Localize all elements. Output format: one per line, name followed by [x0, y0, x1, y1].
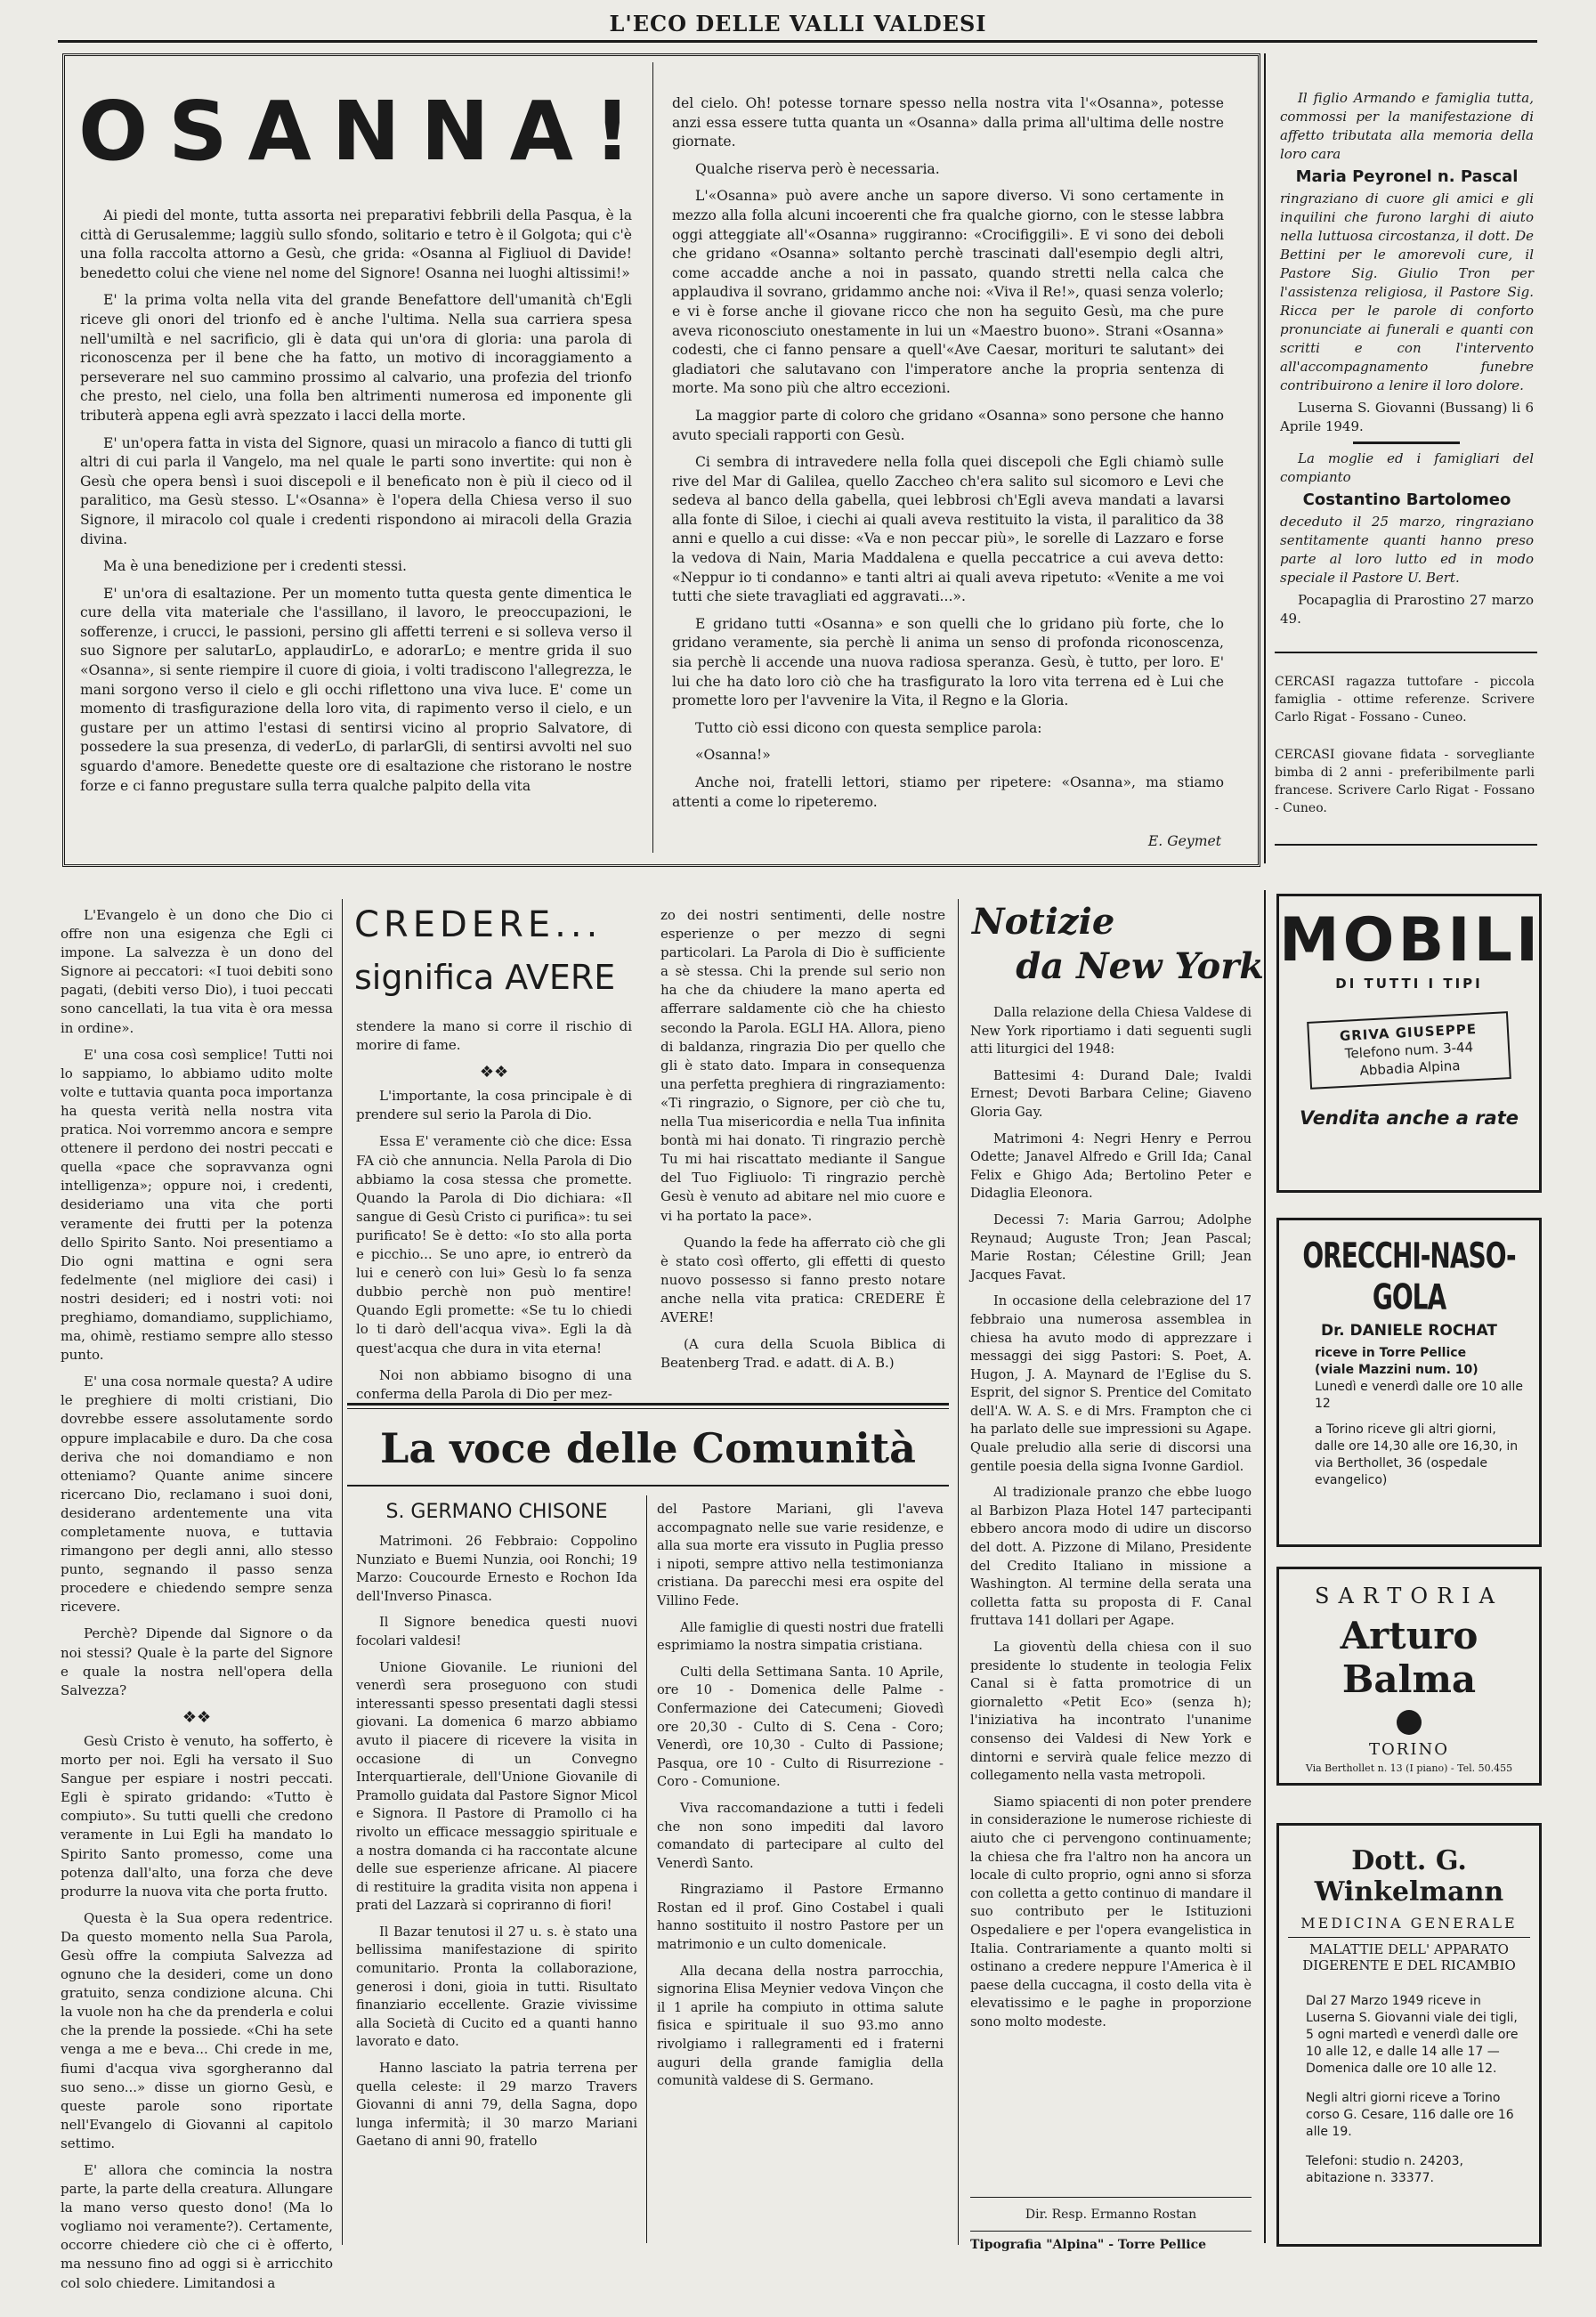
section-rule [347, 1403, 949, 1406]
sartoria-title: SARTORIA [1315, 1584, 1503, 1608]
paragraph: Ci sembra di intravedere nella folla quei discepoli che Egli chiamò sulle rive del Mar di Galilea, quello Zaccheo ch'era salito sul sicomoro e Levi che sedeva al banco della gabella, quei lebbrosi ch'Egli aveva mandati a lavarsi alla fonte di Siloe, i ciechi ai quali aveva restituito la vista, il paralitico da 38 anni e quello a cui disse: «Va e non peccar più», le sorelle di Lazzaro e forse la vedova di Nain, Maria Maddalena e quella peccatrice a cui aveva detto: «Neppur io ti condanno» e tanti altri ai quali aveva ripetuto: «Venite a me voi tutti che siete travagliati ed aggravati...». [672, 454, 1224, 605]
paragraph: E' la prima volta nella vita del grande Benefattore dell'umanità ch'Egli riceve gli onori del trionfo ed è anche l'ultima. Nella sua carriera spesa nell'umiltà e nel sacrificio, gli è data qui un'ora di gloria: una parola di riconoscenza per il bene che ha fatto, un motivo di incoraggiamento a perseverare nel suo cammino prossimo al calvario, una profezia del trionfo che presto, nel cielo, una folla ben altrimenti numerosa ed imponente gli tributerà appena egli avrà spezzato i lacci della morte. [80, 292, 632, 424]
winkelmann-specialty-2: MALATTIE DELL' APPARATO DIGERENTE E DEL RICAMBIO [1288, 1937, 1530, 1973]
credere-right-column [660, 906, 945, 1381]
paragraph: Perchè? Dipende dal Signore o da noi stessi? Quale è la parte del Signore e quale la nostra nell'opera della Salvezza? [61, 1625, 333, 1698]
paragraph: zo dei nostri sentimenti, delle nostre esperienze o per mezzo di segni particolari. La Parola di Dio è sufficiente a sè stessa. Chi la prende sul serio non ha che da chiudere la mano aperta ed afferrare saldamente ciò che ha chiesto secondo la Parola. EGLI HA. Allora, pieno di baldanza, ringrazia Dio per quello che gli è stato dato. Impara in consequenza una perfetta preghiera di ringraziamento: «Ti ringrazio, o Signore, per ciò che tu, nella Tua misericordia e nella Tua infinita bontà mi hai donato. Ti ringrazio perchè Tu mi hai riscattato mediante il Sangue del Tuo Figliuolo: Ti ringrazio perchè Gesù è venuto ad abitare nel mio cuore e vi ha portato la pace». [660, 907, 945, 1224]
paragraph: E' una cosa così semplice! Tutti noi lo sappiamo, lo abbiamo udito molte volte e tuttavia quanta poca importanza ha questa verità nella nostra vita pratica. Noi vorremmo ancora e sempre ottenere il perdono dei nostri peccati e quella «pace che sopravvanza ogni intelligenza»; oppure noi, i credenti, desideriamo una vita che porti veramente dei frutti per la potenza dello Spirito Santo. Noi presentiamo a Dio ogni mattina e ogni sera fedelmente (nel migliore dei casi) i nostri desideri; ed i nostri voti: noi preghiamo, domandiamo, supplichiamo, ma, ohimè, restiamo sempre allo stesso punto. [61, 1046, 333, 1364]
paragraph: Al tradizionale pranzo che ebbe luogo al Barbizon Plaza Hotel 147 partecipanti ebbero ancora modo di udire un discorso del dott. A. Pizzone di Milano, Presidente del Credito Italiano in missione a Washington. Al termine della serata una colletta fatta su proposta di F. Canal fruttava 141 dollari per Agape. [970, 1485, 1252, 1629]
paragraph: (A cura della Scuola Biblica di Beatenberg Trad. e adatt. di A. B.) [660, 1336, 945, 1372]
paragraph: Tutto ciò essi dicono con questa semplice parola: [695, 719, 1042, 736]
orl-line4: a Torino riceve gli altri giorni, dalle ore 14,30 alle ore 16,30, in via Berthollet, 36 (ospedale evangelico) [1315, 1422, 1519, 1487]
cercasi-ad-2: CERCASI giovane fidata - sorvegliante bimba di 2 anni - preferibilmente parli francese. Scrivere Carlo Rigat - Fossano - Cuneo. [1275, 748, 1535, 815]
peyronel-notice [1280, 89, 1534, 436]
notizie-column [970, 1004, 1252, 2039]
ornament-separator-icon: ❖❖ [479, 1063, 509, 1082]
paragraph: L'«Osanna» può avere anche un sapore diverso. Vi sono certamente in mezzo alla folla alcuni incoerenti che fra qualche giorno, con le stesse labbra oggi atteggiate all'«Osanna» ruggiranno: «Crocifiggili». E vi sono dei deboli che gridano «Osanna» soltanto perchè trascinati dall'esempio degli altri, come accadde anche a noi in passato, quando stretti nella calca che applaudiva il sovrano, gridammo anche noi: «Viva il Re!», quasi senza volerlo; e vi è forse anche il giovane ricco che non ha seguito Gesù, ma che pure aveva riconosciuto onestamente in lui un «Maestro buono». Strani «Osanna» codesti, che ci fanno pensare a quell'«Ave Caesar, morituri te salutant» dei gladiatori che salutavano con l'imperatore anche la propria sentenza di morte. Ma sono più che altro eccezioni. [672, 188, 1224, 397]
paragraph: Dalla relazione della Chiesa Valdese di New York riportiamo i dati seguenti sugli atti liturgici del 1948: [970, 1005, 1252, 1057]
osanna-title: OSANNA! [78, 84, 652, 179]
bartolomeo-place: Pocapaglia di Prarostino 27 marzo 49. [1280, 592, 1534, 627]
peyronel-place: Luserna S. Giovanni (Bussang) li 6 Aprile 1949. [1280, 400, 1534, 434]
osanna-left-column [80, 207, 632, 804]
mobili-stamp-place: Abbadia Alpina [1359, 1057, 1461, 1079]
paragraph: Siamo spiacenti di non poter prendere in considerazione le numerose richieste di aiuto che ci pervengono continuamente; la chiesa che fra l'altro non ha ancora un locale di culto proprio, ogni anno si sforza con colletta a getto continuo di mandare il suo contributo per le Istituzioni Ospedaliere e per l'opera evangelistica in Italia. Contrariamente a quanto molti si ostinano a credere neppure l'America è il paese della cuccagna, il costo della vita è elevatissimo e le paghe in proporzione sono molto modeste. [970, 1794, 1252, 2029]
paragraph: Anche noi, fratelli lettori, stiamo per ripetere: «Osanna», ma stiamo attenti a come lo ripeteremo. [672, 774, 1224, 810]
paragraph: Qualche riserva però è necessaria. [695, 160, 940, 177]
sartoria-ad [1276, 1567, 1542, 1786]
peyronel-body: ringraziano di cuore gli amici e gli inquilini che furono larghi di aiuto nella luttuosa circostanza, il dott. De Bettini per le amorevoli cure, il Pastore Sig. Giulio Tron per l'assistenza religiosa, il Pastore Sig. Ricca per le parole di conforto pronunciate ai funerali e quanti con scritti e con l'intervento all'accompagnamento funebre contribuirono a lenire il loro dolore. [1280, 190, 1534, 393]
credere-left-column [61, 906, 333, 2301]
paragraph: Unione Giovanile. Le riunioni del venerdì sera proseguono con studi interessanti spesso presentati dagli stessi giovani. La domenica 6 marzo abbiamo avuto il piacere di ricevere la visita in occasione di un Convegno Interquartierale, dell'Unione Giovanile di Pramollo guidata dal Pastore Signor Micol e Signora. Il Pastore di Pramollo ci ha rivolto un efficace messaggio spirituale e a nostra domanda ci ha raccontate alcune delle sue esperienze africane. Al piacere di restituire la gradita visita non appena i prati del Lazzarà si copriranno di fiori! [356, 1659, 637, 1914]
paragraph: del Pastore Mariani, gli l'aveva accompagnato nelle sue varie residenze, e alla sua morte era vissuto in Puglia presso i nipoti, sempre attivo nella testimonianza cristiana. Da parecchi mesi era ospite del Villino Fede. [657, 1502, 944, 1608]
comunita-column-2 [657, 1501, 944, 2099]
footer-rule [970, 2197, 1252, 2198]
bartolomeo-notice [1280, 450, 1534, 628]
paragraph: L'importante, la cosa principale è di prendere sul serio la Parola di Dio. [356, 1088, 632, 1123]
orl-title: ORECCHI-NASO-GOLA [1302, 1235, 1516, 1318]
winkelmann-details [1279, 1973, 1539, 2187]
sidebar-rule-bottom [1275, 844, 1537, 846]
paragraph: Matrimoni 4: Negri Henry e Perrou Odette; Janavel Alfredo e Grill Ida; Canal Felix e Ghigo Ada; Bertolino Peter e Didaglia Eleonora. [970, 1130, 1252, 1202]
column-divider [652, 62, 653, 853]
paragraph: Alle famiglie di questi nostri due fratelli esprimiamo la nostra simpatia cristiana. [657, 1619, 944, 1654]
mobili-title: MOBILI [1279, 905, 1543, 976]
sartoria-address: Via Berthollet n. 13 (I piano) - Tel. 50.455 [1305, 1762, 1513, 1774]
comunita-column-1 [356, 1533, 637, 2159]
newspaper-header: L'ECO DELLE VALLI VALDESI [609, 11, 987, 36]
paragraph: Il Signore benedica questi nuovi focolari valdesi! [356, 1615, 637, 1649]
credere-title-line1: CREDERE... [354, 904, 603, 945]
paragraph: E' un'ora di esaltazione. Per un momento tutta questa gente dimentica le cure della vita materiale che l'assillano, il lavoro, le preoccupazioni, le sofferenze, i crucci, le passioni, persino gli affetti terreni e si solleva verso il suo Signore per salutarLo, applaudirLo, e adorarLo; e mentre grida il suo «Osanna», si sente riempire il cuore di gioia, i volti tradiscono l'allegrezza, le mani sorgono verso il cielo e gli occhi riflettono una viva luce. E' come un momento di trasfigurazione della loro vita, di rapimento verso il cielo, e un gustare per un attimo l'estasi di sentirsi vicino al proprio Salvatore, di possedere la sua presenza, di vederLo, di parlarGli, di sentirsi avvolti nel suo sguardo d'amore. Benedette queste ore di esaltazione che ristorano le nostre forze e ci fanno pregustare sulla terra qualche palpito della vita [80, 585, 632, 794]
winkelmann-line2: Negli altri giorni riceve a Torino corso G. Cesare, 116 dalle ore 16 alle 19. [1306, 2091, 1514, 2139]
osanna-right-column [672, 94, 1224, 820]
sartoria-name: Arturo Balma [1340, 1614, 1479, 1701]
paragraph: La maggior parte di coloro che gridano «Osanna» sono persone che hanno avuto speciali rapporti con Gesù. [672, 407, 1224, 443]
column-divider [646, 1495, 647, 2243]
peyronel-name: Maria Peyronel n. Pascal [1295, 167, 1519, 186]
credere-title-line2: significa AVERE [354, 958, 616, 997]
section-rule-thin [347, 1408, 949, 1409]
notice-rule [1353, 442, 1460, 444]
winkelmann-line3: Telefoni: studio n. 24203, abitazione n. 33377. [1306, 2154, 1463, 2185]
director-credit: Dir. Resp. Ermanno Rostan [1025, 2208, 1197, 2222]
paragraph: Battesimi 4: Durand Dale; Ivaldi Ernest; Devoti Barbara Celine; Giaveno Gloria Gay. [970, 1067, 1252, 1120]
paragraph: Viva raccomandazione a tutti i fedeli che non sono impediti dal lavoro comandato di partecipare al culto del Venerdì Santo. [657, 1800, 944, 1871]
paragraph: Quando la fede ha afferrato ciò che gli è stato così offerto, gli effetti di questo nuovo possesso si fanno presto notare anche nella vita pratica: CREDERE È AVERE! [660, 1234, 945, 1325]
paragraph: L'Evangelo è un dono che Dio ci offre non una esigenza che Egli ci impone. La salvezza è un dono del Signore ai peccatori: «I tuoi debiti sono pagati, (debiti verso Dio), i tuoi peccati sono cancellati, la tua vita è ora messa in ordine». [61, 907, 333, 1036]
paragraph: Decessi 7: Maria Garrou; Adolphe Reynaud; Auguste Tron; Jean Pascal; Marie Rostan; Célestine Grill; Jean Jacques Favat. [970, 1211, 1252, 1283]
bullet-dot-icon [1397, 1710, 1422, 1735]
orl-details [1279, 1340, 1539, 1489]
winkelmann-ad [1276, 1823, 1542, 2247]
mobili-ad [1276, 894, 1542, 1193]
notizie-title-line1: Notizie [972, 901, 1115, 943]
paragraph: Alla decana della nostra parrocchia, signorina Elisa Meynier vedova Vinçon che il 1 aprile ha compiuto in ottima salute fisica e spirituale il suo 93.mo anno rivolgiamo i rallegramenti ed i fraterni auguri della grande famiglia della comunità valdese di S. Germano. [657, 1963, 944, 2089]
paragraph: Hanno lasciato la patria terrena per quella celeste: il 29 marzo Travers Giovanni di anni 79, della Sagna, dopo lunga infermità; il 30 marzo Mariani Gaetano di anni 90, fratello [356, 2061, 637, 2150]
orl-line1: riceve in Torre Pellice [1315, 1346, 1467, 1360]
notizie-title-line2: da New York [1016, 945, 1264, 987]
printer-credit: Tipografia "Alpina" - Torre Pellice [970, 2238, 1207, 2252]
orl-ad [1276, 1218, 1542, 1547]
paragraph: Essa E' veramente ciò che dice: Essa FA ciò che annuncia. Nella Parola di Dio abbiamo la cosa stessa che promette. Quando la Parola di Dio dichiara: «Il sangue di Gesù Cristo ci purifica»: tu sei purificato! Se è detto: «Io sto alla porta e picchio... Se uno apre, io entrerò da lui e cenerò con lui» Gesù lo fa senza dubbio perchè non può mentire! Quando Egli promette: «Se tu lo chiedi lo ti darò dell'acqua viva». Egli la dà quest'acqua che dura in vita eterna! [356, 1133, 632, 1357]
paragraph: E' allora che comincia la nostra parte, la parte della creatura. Allungare la mano verso questo dono! (Ma lo vogliamo noi veramente?). Certamente, occorre chiedere ciò che ci è offerto, ma nessuno fino ad oggi si è arricchito col solo chiedere. Limitandosi a [61, 2162, 333, 2291]
paragraph: Ai piedi del monte, tutta assorta nei preparativi febbrili della Pasqua, è la città di Gerusalemme; laggiù sullo sfondo, solitario e tetro è il Golgota; qui c'è una folla raccolta attorno a Gesù, che grida: «Osanna al Figliuol di Davide! benedetto colui che viene nel nome del Signore! Osanna nei luoghi altissimi!» [80, 207, 633, 281]
paragraph: Il Bazar tenutosi il 27 u. s. è stato una bellissima manifestazione di spirito comunitario. Pronta la collaborazione, generosi i doni, gioia in tutti. Risultato finanziario eccellente. Grazie vivissime alla Società di Cucito ed a quanti hanno lavorato e dato. [356, 1924, 637, 2050]
bartolomeo-body: deceduto il 25 marzo, ringraziano sentitamente quanti hanno preso parte al loro lutto ed in modo speciale il Pastore U. Bert. [1280, 514, 1534, 586]
sidebar-divider [1264, 53, 1266, 863]
paragraph: Gesù Cristo è venuto, ha sofferto, è morto per noi. Egli ha versato il Suo Sangue per espiare i nostri peccati. Egli è spirato gridando: «Tutto è compiuto». Su tutti quelli che credono veramente in Lui Egli ha mandato lo Spirito Santo promesso, come una potenza dall'alto, una forza che deve produrre la nuova vita che porta frutto. [61, 1732, 333, 1900]
orl-line3: Lunedì e venerdì dalle ore 10 alle 12 [1315, 1380, 1523, 1411]
paragraph: Matrimoni. 26 Febbraio: Coppolino Nunziato e Buemi Nunzia, ooi Ronchi; 19 Marzo: Coucourde Ernesto e Rochon Ida dell'Inverso Pinasca. [356, 1534, 637, 1604]
paragraph: Noi non abbiamo bisogno di una conferma della Parola di Dio per mez- [356, 1366, 632, 1402]
footer-rule [970, 2231, 1252, 2232]
peyronel-intro: Il figlio Armando e famiglia tutta, commossi per la manifestazione di affetto tributata alla memoria della loro cara [1280, 90, 1534, 162]
mobili-stamp [1307, 1011, 1511, 1090]
paragraph: In occasione della celebrazione del 17 febbraio una numerosa assemblea in chiesa ha avuto modo di apprezzare i messaggi dei sigg Pastori: S. Poet, A. Hugon, J. A. Maynard de l'Eglise du S. Esprit, del signor S. Prentice del Comitato dell'A. W. A. S. e di Mrs. Frampton che ci ha parlato delle sue impressioni su Agape. Quale preludio alla serie di discorsi una gentile poesia della signa Ivonne Gardiol. [970, 1293, 1252, 1474]
bartolomeo-name: Costantino Bartolomeo [1302, 490, 1511, 509]
paragraph: Questa è la Sua opera redentrice. Da questo momento nella Sua Parola, Gesù offre la compiuta Salvezza ad ognuno che la desideri, come un dono gratuito, senza condizione alcuna. Chi la vuole non ha che da prenderla e colui che la prende la possiede. «Chi ha sete venga a me e beva... Chi crede in me, fiumi d'acqua viva sgorgheranno dal suo seno...» disse un giorno Gesù, e queste parole sono riportate nell'Evangelo di Giovanni al capitolo settimo. [61, 1909, 333, 2151]
winkelmann-line1: Dal 27 Marzo 1949 riceve in Luserna S. Giovanni viale dei tigli, 5 ogni martedì e venerdì dalle ore 10 alle 12, e dalle 14 alle 17 — Domenica dalle ore 10 alle 12. [1306, 1994, 1519, 2076]
bartolomeo-intro: La moglie ed i famigliari del compianto [1280, 450, 1534, 485]
paragraph: Culti della Settimana Santa. 10 Aprile, ore 10 - Domenica delle Palme - Confermazione dei Catecumeni; Giovedì ore 20,30 - Culto di S. Cena - Coro; Venerdì, ore 10,30 - Culto di Passione; Pasqua, ore 10 - Culto di Risurrezione - Coro - Comunione. [657, 1664, 944, 1790]
mobili-stamp-phone: Telefono num. 3-44 [1344, 1039, 1474, 1062]
paragraph: E gridano tutti «Osanna» e son quelli che lo gridano più forte, che lo gridano veramente, sia perchè li anima un senso di profonda riconoscenza, sia perchè li accende una nuova radiosa speranza. Gesù, è tutto, per loro. E' lui che ha dato loro ciò che ha trasfigurato la loro vita terrena ed è Lui che promette loro per l'avvenire la Vita, il Regno e la Gloria. [672, 615, 1224, 709]
comunita-title: La voce delle Comunità [380, 1424, 916, 1472]
winkelmann-specialty: MEDICINA GENERALE [1300, 1915, 1518, 1932]
ornament-separator-icon: ❖❖ [182, 1707, 212, 1727]
column-divider [958, 899, 959, 2245]
section-rule [347, 1485, 949, 1487]
paragraph: del cielo. Oh! potesse tornare spesso nella nostra vita l'«Osanna», potesse anzi essa essere tutta quanta un «Osanna» dalla prima all'ultima delle nostre giornate. [672, 95, 1224, 150]
paragraph: Ma è una benedizione per i credenti stessi. [103, 558, 407, 575]
mobili-slogan: Vendita anche a rate [1299, 1107, 1519, 1129]
paragraph: stendere la mano si corre il rischio di morire di fame. [356, 1018, 632, 1054]
ads-divider [1264, 890, 1266, 2243]
comunita-place: S. GERMANO CHISONE [385, 1501, 608, 1523]
sidebar-rule [1275, 652, 1537, 653]
winkelmann-name: Dott. G. Winkelmann [1314, 1845, 1504, 1908]
orl-line2: (viale Mazzini num. 10) [1315, 1363, 1479, 1377]
osanna-author: E. Geymet [1147, 833, 1221, 849]
paragraph: «Osanna!» [695, 747, 771, 764]
cercasi-ad-1: CERCASI ragazza tuttofare - piccola famiglia - ottime referenze. Scrivere Carlo Rigat - Fossano - Cuneo. [1275, 675, 1535, 725]
orl-doctor: Dr. DANIELE ROCHAT [1321, 1322, 1497, 1340]
mobili-subtitle: DI TUTTI I TIPI [1335, 976, 1483, 992]
paragraph: E' un'opera fatta in vista del Signore, quasi un miracolo a fianco di tutti gli altri di cui parla il Vangelo, ma nel quale le parti sono invertite: qui non è Gesù che opera bensì i suoi discepoli e il beneficato non è più il cieco od il paralitico, ma Gesù stesso. L'«Osanna» è l'opera della Chiesa verso il suo Signore, il miracolo col quale i credenti rispondono ai miracoli della Grazia divina. [80, 434, 632, 547]
header-rule [58, 40, 1537, 43]
column-divider [342, 899, 343, 2245]
mobili-stamp-name: GRIVA GIUSEPPE [1339, 1021, 1478, 1045]
credere-middle-column [356, 1017, 632, 1412]
paragraph: E' una cosa normale questa? A udire le preghiere di molti cristiani, Dio dovrebbe essere assolutamente sordo oppure implacabile e duro. Da che cosa deriva che noi domandiamo e non otteniamo? Quante anime sincere ricercano Dio, reclamano i suoi doni, desiderano ardentemente una vita completamente nuova, e tuttavia rimangono per degli anni, allo stesso punto, segnando il passo senza procedere e chiedendo sempre senza ricevere. [61, 1373, 333, 1616]
paragraph: La gioventù della chiesa con il suo presidente lo studente in teologia Felix Canal si è fatta promotrice di un giornaletto «Petit Eco» (senza h); l'iniziativa ha incontrato l'unanime consenso dei Valdesi di New York e dintorni e servirà quale felice mezzo di collegamento nella vasta metropoli. [970, 1640, 1252, 1784]
sartoria-city: TORINO [1369, 1740, 1449, 1759]
paragraph: Ringraziamo il Pastore Ermanno Rostan ed il prof. Gino Costabel i quali hanno sostituito il nostro Pastore per un matrimonio e un culto domenicale. [657, 1882, 944, 1953]
